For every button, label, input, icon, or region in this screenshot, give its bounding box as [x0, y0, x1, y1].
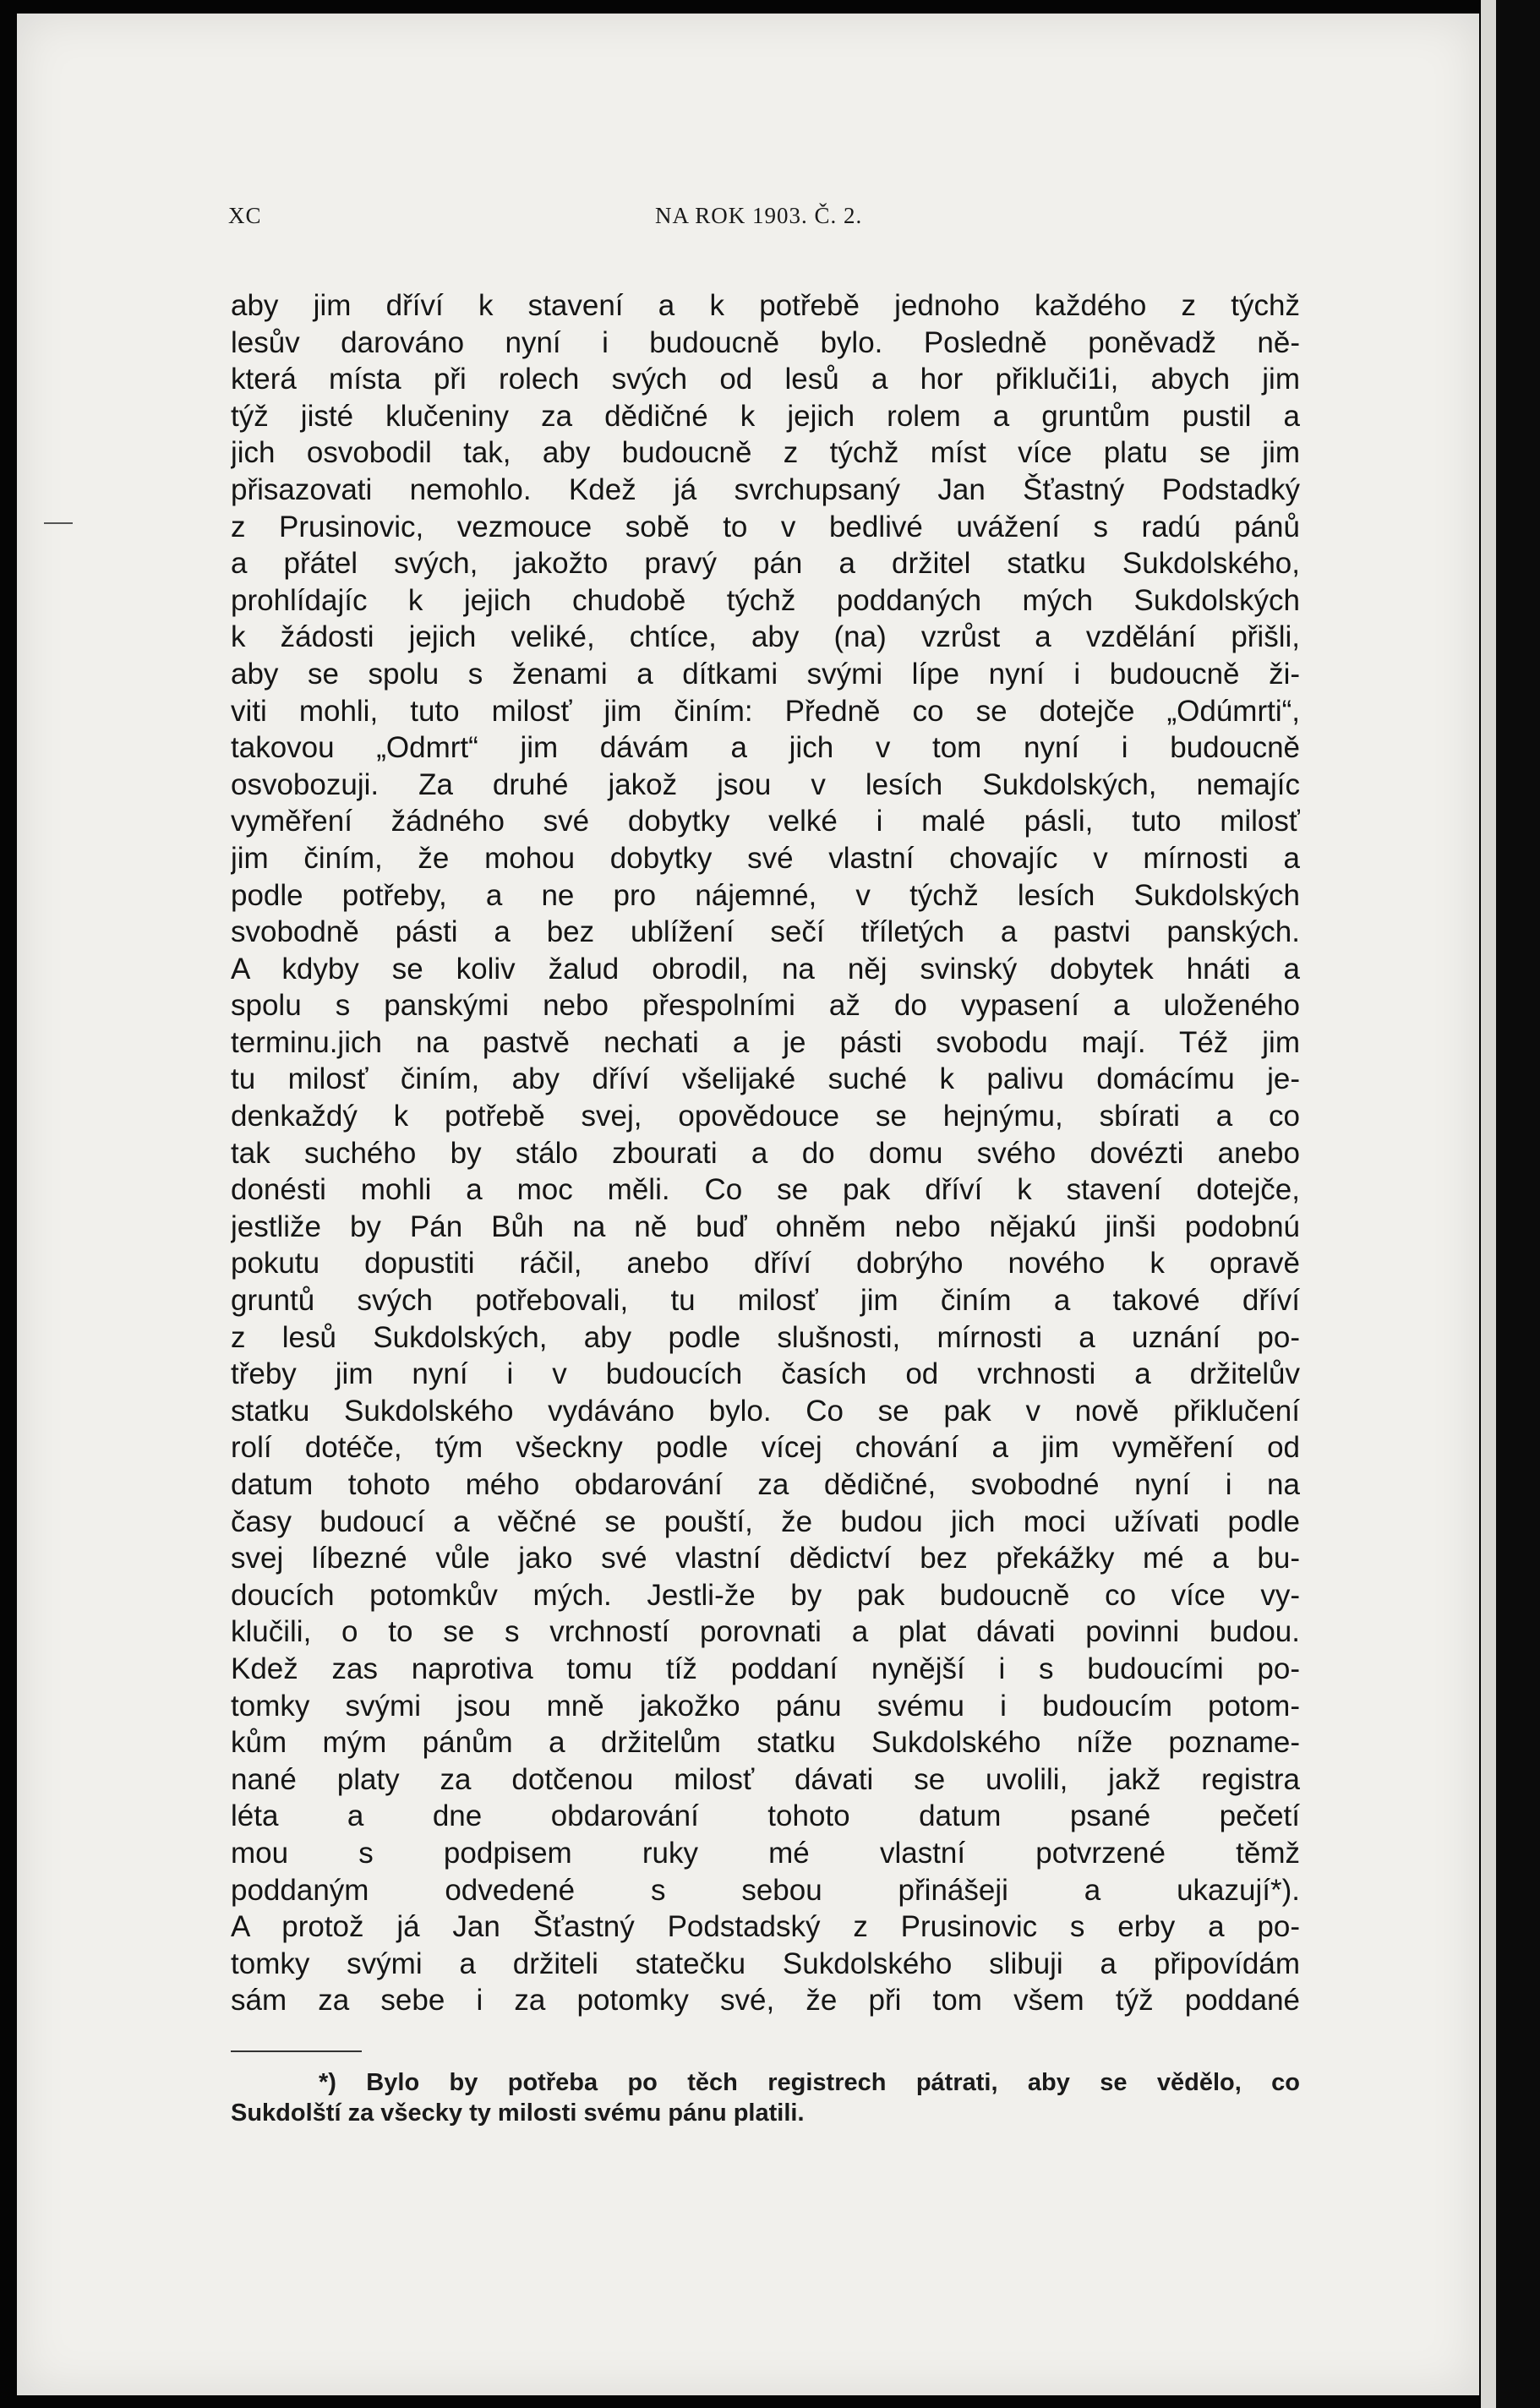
footnote-line: *) Bylo by potřeba po těch registrech pátrati, aby se vědělo, co — [319, 2069, 1300, 2096]
text-line: datum tohoto mého obdarování za dědičné, svobodné nyní i na — [231, 1468, 1300, 1501]
text-line: nané platy za dotčenou milosť dávati se uvolili, jakž registra — [231, 1762, 1300, 1796]
text-line: lesův darováno nyní i budoucně bylo. Posledně poněvadž ně- — [231, 325, 1300, 359]
text-line: donésti mohli a moc měli. Co se pak dříví k stavení dotejče, — [231, 1173, 1300, 1207]
text-line: statku Sukdolského vydáváno bylo. Co se pak v nově přiklučení — [231, 1394, 1300, 1428]
text-line: třeby jim nyní i v budoucích časích od vrchnosti a držitelův — [231, 1357, 1300, 1391]
footnote-line: Sukdolští za všecky ty milosti svému pánu platili. — [231, 2099, 805, 2127]
text-line: svobodně pásti a bez ublížení sečí tříletých a pastvi panských. — [231, 915, 1300, 949]
running-header — [228, 203, 1302, 233]
text-line: aby jim dříví k stavení a k potřebě jednoho každého z týchž — [231, 289, 1300, 322]
text-line: tomky svými a držiteli statečku Sukdolského slibuji a připovídám — [231, 1947, 1300, 1980]
text-line: přisazovati nemohlo. Kdež já svrchupsaný Jan Šťastný Podstadký — [231, 472, 1300, 506]
text-line: svej líbezné vůle jako své vlastní dědictví bez překážky mé a bu- — [231, 1542, 1300, 1575]
text-line: spolu s panskými nebo přespolními až do vypasení a uloženého — [231, 989, 1300, 1023]
footnote — [231, 2067, 1300, 2128]
text-line: tomky svými jsou mně jakožko pánu svému i budoucím potom- — [231, 1689, 1300, 1723]
text-line: Kdež zas naprotiva tomu tíž poddaní nynější i s budoucími po- — [231, 1652, 1300, 1685]
text-line: k žádosti jejich veliké, chtíce, aby (na) vzrůst a vzdělání přišli, — [231, 620, 1300, 654]
text-line: poddaným odvedené s sebou přinášeji a ukazují*). — [231, 1873, 1300, 1907]
scan-border — [1496, 0, 1540, 2408]
text-line: z Prusinovic, vezmouce sobě to v bedlivé uvážení s radú pánů — [231, 510, 1300, 543]
text-line: a přátel svých, jakožto pravý pán a držitel statku Sukdolského, — [231, 547, 1300, 581]
text-line: mou s podpisem ruky mé vlastní potvrzené těmž — [231, 1836, 1300, 1870]
text-line: A protož já Jan Šťastný Podstadský z Prusinovic s erby a po- — [231, 1910, 1300, 1944]
text-line: takovou „Odmrt“ jim dávám a jich v tom nyní i budoucně — [231, 731, 1300, 765]
running-title: NA ROK 1903. Č. 2. — [655, 203, 863, 228]
text-line: z lesů Sukdolských, aby podle slušnosti, mírnosti a uznání po- — [231, 1320, 1300, 1354]
text-line: sám za sebe i za potomky své, že při tom všem týž poddané — [231, 1984, 1300, 2018]
page-edge-strip — [1481, 0, 1496, 2408]
text-line: osvobozuji. Za druhé jakož jsou v lesích Sukdolských, nemajíc — [231, 767, 1300, 801]
body-text — [231, 287, 1300, 2019]
text-line: pokutu dopustiti ráčil, anebo dříví dobrýho nového k opravě — [231, 1247, 1300, 1280]
text-line: denkaždý k potřebě svej, opovědouce se hejnýmu, sbírati a co — [231, 1100, 1300, 1133]
text-line: tu milosť činím, aby dříví všelijaké suché k palivu domácímu je- — [231, 1062, 1300, 1096]
text-line: A kdyby se koliv žalud obrodil, na něj svinský dobytek hnáti a — [231, 952, 1300, 986]
text-line: časy budoucí a věčné se pouští, že budou jich moci užívati podle — [231, 1504, 1300, 1538]
footnote-rule — [231, 2050, 362, 2052]
text-line: jestliže by Pán Bůh na ně buď ohněm nebo nějakú jinši podobnú — [231, 1209, 1300, 1243]
text-line: klučili, o to se s vrchností porovnati a plat dávati povinni budou. — [231, 1615, 1300, 1649]
text-line: viti mohli, tuto milosť jim činím: Předně co se dotejče „Odúmrti“, — [231, 694, 1300, 728]
text-line: jich osvobodil tak, aby budoucně z týchž míst více platu se jim — [231, 436, 1300, 470]
text-line: prohlídajíc k jejich chudobě týchž poddaných mých Sukdolských — [231, 583, 1300, 617]
text-line: podle potřeby, a ne pro nájemné, v týchž lesích Sukdolských — [231, 878, 1300, 912]
text-line: rolí dotéče, tým všeckny podle vícej chování a jim vyměření od — [231, 1431, 1300, 1465]
page-number: XC — [228, 203, 262, 228]
text-line: tak suchého by stálo zbourati a do domu svého dovézti anebo — [231, 1136, 1300, 1170]
text-line: doucích potomkův mých. Jestli-že by pak budoucně co více vy- — [231, 1578, 1300, 1612]
margin-mark — [44, 522, 73, 524]
text-line: léta a dne obdarování tohoto datum psané pečetí — [231, 1799, 1300, 1833]
text-line: gruntů svých potřebovali, tu milosť jim činím a takové dříví — [231, 1284, 1300, 1318]
text-line: vyměření žádného své dobytky velké i malé pásli, tuto milosť — [231, 805, 1300, 838]
text-line: aby se spolu s ženami a dítkami svými lípe nyní i budoucně ži- — [231, 657, 1300, 691]
text-line: která místa při rolech svých od lesů a hor přikluči1i, abych jim — [231, 363, 1300, 396]
text-line: terminu.jich na pastvě nechati a je pásti svobodu mají. Též jim — [231, 1025, 1300, 1059]
text-line: jim činím, že mohou dobytky své vlastní chovajíc v mírnosti a — [231, 841, 1300, 875]
text-line: týž jisté klučeniny za dědičné k jejich rolem a gruntům pustil a — [231, 399, 1300, 433]
text-line: kům mým pánům a držitelům statku Sukdolského níže poznamе- — [231, 1726, 1300, 1760]
